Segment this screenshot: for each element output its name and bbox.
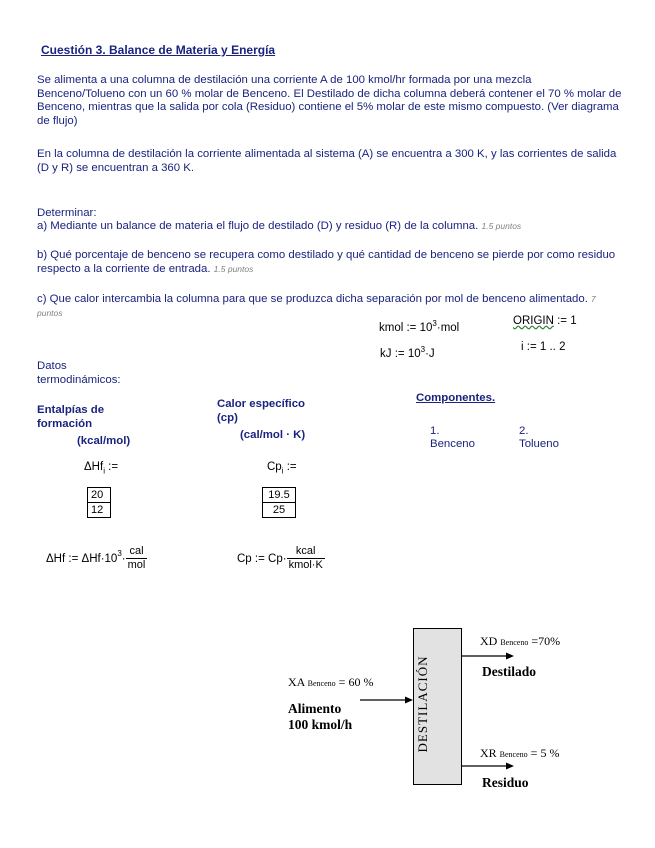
question-c-text: c) Que calor intercambia la columna para que se produzca dicha separación por mol de benceno alimentado. bbox=[37, 293, 588, 305]
question-b-points: 1.5 puntos bbox=[213, 263, 254, 274]
hf-conversion: ΔHf := ΔHf·10 $^3$ · $\frac{\text{cal}}{\text{mol}}$ bbox=[46, 545, 146, 571]
enthalpy-units: (kcal/mol) bbox=[77, 435, 131, 447]
feed-label: Alimento 100 kmol/h bbox=[288, 701, 353, 732]
components-heading: Componentes. bbox=[416, 392, 496, 404]
residue-arrowhead bbox=[506, 763, 514, 770]
kj-definition: kJ := $10^3\cdot J$ bbox=[380, 345, 435, 360]
determinar-label: Determinar: bbox=[37, 207, 97, 219]
question-c-points: 7 puntos bbox=[37, 294, 596, 318]
distillate-label: Destilado bbox=[482, 664, 536, 679]
cp-conversion: Cp := Cp· $\frac{\text{kcal}}{\text{kmol·K}}$ bbox=[237, 545, 323, 571]
distillate-arrowhead bbox=[506, 653, 514, 660]
question-a-text: a) Mediante un balance de materia el flujo de destilado (D) y residuo (R) de la columna. bbox=[37, 220, 479, 232]
origin-definition: ORIGIN := 1 bbox=[513, 315, 577, 327]
enthalpy-value: 20 bbox=[88, 488, 111, 503]
cp-value: 25 bbox=[263, 503, 296, 518]
residue-composition: XR Benceno = 5 % bbox=[480, 746, 560, 760]
cp-units: (cal/mol · K) bbox=[240, 429, 306, 441]
question-a-points: 1.5 puntos bbox=[481, 221, 522, 231]
cp-var: $Cp_i$ := bbox=[267, 461, 297, 476]
component-2: 2. Tolueno bbox=[519, 425, 559, 450]
enthalpy-value: 12 bbox=[88, 503, 111, 518]
datos-label: Datos termodinámicos: bbox=[37, 360, 121, 386]
column-label: DESTILACIÓN bbox=[415, 655, 430, 753]
residue-label: Residuo bbox=[482, 775, 529, 790]
intro-paragraph: Se alimenta a una columna de destilación una corriente A de 100 kmol/hr formada por una mezcla Benceno/Tolueno con un 60 % molar de Benceno. El Destilado de dicha columna deberá contener el 70 % molar de Benceno, mientras que la salida por cola (Residuo) contiene el 5% molar de este mismo compuesto. (Ver diagrama de flujo) bbox=[37, 74, 622, 127]
temperatures-paragraph: En la columna de destilación la corriente alimentada al sistema (A) se encuentra a 300 K, y las corrientes de salida (D y R) se encuentran a 360 K. bbox=[37, 148, 617, 174]
kmol-definition: kmol := $10^3\cdot mol$ bbox=[379, 319, 460, 334]
component-1: 1. Benceno bbox=[430, 425, 475, 450]
distillate-composition: XD Benceno =70% bbox=[480, 634, 561, 648]
feed-composition: XA Benceno = 60 % bbox=[288, 675, 374, 689]
enthalpy-heading: Entalpías de formación bbox=[37, 404, 105, 430]
cp-value: 19.5 bbox=[263, 488, 296, 503]
enthalpy-var: ΔHf$_i$ := bbox=[84, 461, 119, 476]
question-b-text: b) Qué porcentaje de benceno se recupera como destilado y qué cantidad de benceno se pierde por como residuo respecto a la corriente de entrada. bbox=[37, 249, 616, 275]
range-definition: i := 1 .. 2 bbox=[521, 341, 566, 353]
page-title: Cuestión 3. Balance de Materia y Energía bbox=[41, 43, 276, 57]
feed-arrowhead bbox=[405, 697, 413, 704]
cp-heading: Calor específico (cp) bbox=[217, 398, 305, 424]
